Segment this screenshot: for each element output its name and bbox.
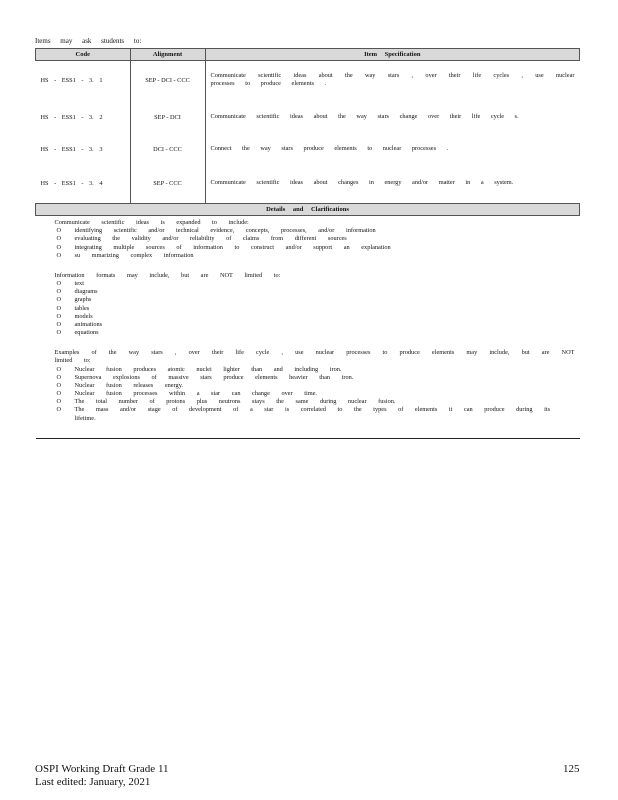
row-spec: Communicate scientific ideas about changes in energy and/or matter in a system. (210, 178, 514, 186)
block-lead: Information formats may include, but are NOT limited to: (54, 271, 281, 279)
row-alignment: SEP - CCC (130, 163, 205, 204)
list-item: O equations (56, 329, 99, 337)
row-alignment: DCI - CCC (130, 135, 205, 163)
circle-bullet-icon: O (56, 320, 62, 328)
table-row (36, 99, 580, 135)
list-item: O su mmarizing complex information (56, 251, 194, 259)
intro-text: Items may ask students to: (35, 37, 142, 45)
row-code: HS - ESS1 - 3. 2 (40, 113, 103, 121)
list-item: O Nuclear fusion releases energy. (56, 381, 184, 389)
circle-bullet-icon: O (56, 251, 62, 259)
circle-bullet-icon: O (56, 288, 62, 296)
list-item: O graphs (56, 296, 92, 304)
row-code: HS - ESS1 - 3. 3 (40, 145, 103, 153)
details-row (36, 216, 580, 439)
circle-bullet-icon: O (56, 329, 62, 337)
circle-bullet-icon: O (56, 373, 62, 381)
circle-bullet-icon: O (56, 398, 62, 406)
details-header: Details and Clarifications (36, 204, 580, 216)
list-item: O diagrams (56, 288, 98, 296)
checkbox-bullet-icon (41, 272, 49, 280)
list-item: O models (56, 312, 93, 320)
circle-bullet-icon: O (56, 243, 62, 251)
circle-bullet-icon: O (56, 304, 62, 312)
table-row (36, 61, 580, 100)
row-spec: Communicate scientific ideas about the way stars change over their life cycle s. (210, 112, 519, 120)
item-spec-table (35, 48, 580, 439)
header-item-spec: Item Specification (205, 49, 580, 61)
footer-draft-label: OSPI Working Draft Grade 11 (35, 763, 169, 775)
checkbox-bullet-icon (41, 219, 49, 227)
list-item: O Supernova explosions of massive stars produce elements heavier than iron. (56, 373, 354, 381)
block-lead: Communicate scientific ideas is expanded to include: (54, 219, 249, 226)
list-item: O text (56, 280, 84, 288)
circle-bullet-icon: O (56, 365, 62, 373)
list-item: O tables (56, 304, 90, 312)
header-code: Code (36, 49, 131, 61)
list-item: O The total number of protons plus neutrons stays the same during nuclear fusion. (56, 398, 396, 406)
list-item: O Nuclear fusion processes within a star can change over time. (56, 390, 317, 398)
circle-bullet-icon: O (56, 296, 62, 304)
row-alignment: SEP - DCI - CCC (130, 61, 205, 100)
circle-bullet-icon: O (56, 406, 62, 414)
sub-list (41, 227, 575, 260)
circle-bullet-icon: O (56, 390, 62, 398)
circle-bullet-icon: O (56, 312, 62, 320)
footer-last-edited: Last edited: January, 2021 (35, 776, 151, 788)
table-header-row (36, 49, 580, 61)
table-row (36, 163, 580, 204)
details-block-examples (41, 349, 575, 423)
details-header-row (36, 204, 580, 216)
details-block-information (41, 272, 575, 337)
page-number: 125 (563, 763, 580, 775)
list-item: O The mass and/or stage of development of a star is correlated to the types of elements it can produce during its lifetime. (56, 406, 551, 422)
list-item: O evaluating the validity and/or reliability of claims from different sources (56, 235, 347, 243)
list-item: O integrating multiple sources of information to construct and/or support an explanation (56, 243, 391, 251)
block-lead: Examples of the way stars , over their life cycle , use nuclear processes to produce elements may include, but are NOT limited to: (54, 349, 575, 365)
row-alignment: SEP - DCI (130, 99, 205, 135)
sub-list (41, 366, 575, 423)
circle-bullet-icon: O (56, 280, 62, 288)
table-row (36, 135, 580, 163)
list-item: O Nuclear fusion produces atomic nuclei lighter than and including iron. (56, 365, 342, 373)
circle-bullet-icon: O (56, 227, 62, 235)
circle-bullet-icon: O (56, 381, 62, 389)
details-cell (36, 216, 580, 439)
checkbox-bullet-icon (41, 349, 49, 365)
details-block-communicate (41, 219, 575, 260)
list-item: O identifying scientific and/or technical evidence, concepts, processes, and/or information (56, 227, 376, 235)
row-code: HS - ESS1 - 3. 4 (40, 179, 103, 187)
sub-list (41, 280, 575, 337)
header-alignment: Alignment (130, 49, 205, 61)
circle-bullet-icon: O (56, 235, 62, 243)
row-spec: Connect the way stars produce elements to nuclear processes . (210, 144, 449, 152)
row-code: HS - ESS1 - 3. 1 (40, 76, 103, 84)
footer (35, 763, 169, 789)
list-item: O animations (56, 320, 103, 328)
row-spec: Communicate scientific ideas about the way stars , over their life cycles , use nuclear processes to produce elements . (210, 71, 575, 87)
